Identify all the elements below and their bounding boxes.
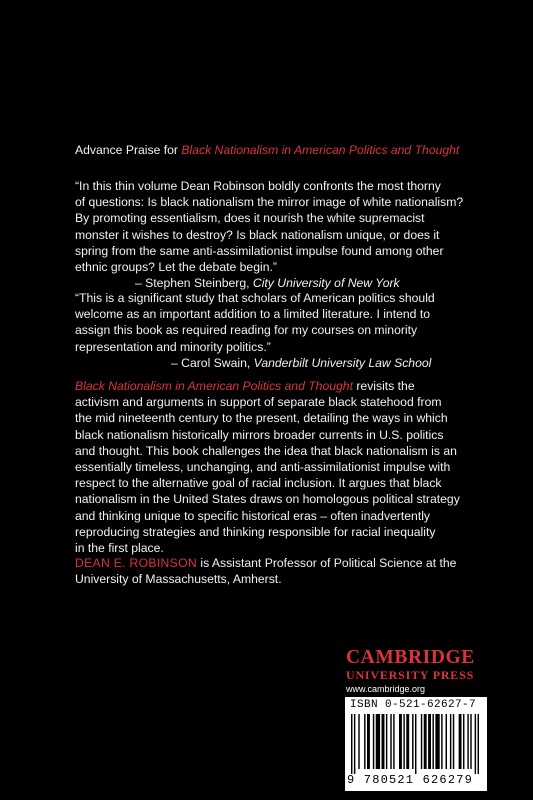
barcode-bar (393, 714, 394, 769)
quote-line: By promoting essentialism, does it nourish the white supremacist (75, 211, 425, 226)
quote-line: “In this thin volume Dean Robinson boldly confronts the most thorny (75, 179, 441, 193)
author-name: DEAN E. ROBINSON (75, 556, 197, 570)
description-line: in the first place. (75, 541, 164, 556)
isbn-text: ISBN 0-521-62627-7 (350, 699, 477, 711)
description-line: essentially timeless, unchanging, and anti-assimilationist impulse with (75, 460, 451, 475)
quote-steinberg (75, 178, 485, 291)
attribution-affiliation: Vanderbilt University Law School (253, 355, 432, 370)
description-line: and thought. This book challenges the idea that black nationalism is an (75, 443, 457, 458)
barcode-bar (364, 714, 365, 769)
description-line (75, 378, 485, 394)
quote-attribution (75, 355, 485, 371)
description-line: nationalism in the United States draws on homologous political strategy (75, 492, 460, 507)
attribution-name: – Carol Swain, (171, 355, 254, 370)
description-line: and thinking unique to specific historical eras – often inadvertently (75, 508, 431, 523)
cambridge-logo (346, 648, 476, 694)
barcode-bar (478, 714, 479, 774)
barcode-bar (463, 714, 464, 769)
quote-line: assign this book as required reading for my courses on minority (75, 323, 418, 338)
barcode-bar (373, 714, 374, 769)
quote-attribution (75, 275, 485, 291)
barcode-bar (453, 714, 454, 769)
barcode-bars-icon (351, 714, 479, 774)
quote-line: “This is a significant study that scholars of American politics should (75, 291, 435, 305)
description-title: Black Nationalism in American Politics and Thought (75, 379, 353, 393)
attribution-affiliation: City University of New York (252, 276, 400, 291)
barcode-bar (475, 714, 476, 774)
barcode-bar (424, 714, 427, 769)
barcode-bar (467, 714, 468, 769)
barcode-bar (470, 714, 471, 769)
description-line: the mid nineteenth century to the present, detailing the ways in which (75, 411, 448, 426)
barcode-bar (441, 714, 442, 769)
barcode-bar (376, 714, 380, 769)
quote-line: welcome as an important addition to a limited literature. I intend to (75, 307, 430, 322)
advance-praise-heading (75, 142, 485, 158)
barcode-bar (459, 714, 462, 769)
attribution-name: – Stephen Steinberg, (135, 276, 253, 291)
barcode-bar (428, 714, 431, 769)
description-line: reproducing strategies and thinking responsible for racial inequality (75, 524, 436, 539)
barcode-bar (399, 714, 402, 769)
quote-swain (75, 290, 485, 371)
barcode-bar (435, 714, 439, 769)
praise-book-title: Black Nationalism in American Politics and Thought (181, 143, 460, 157)
barcode-bar (382, 714, 385, 769)
barcode-bar (367, 714, 370, 769)
barcode-bar (386, 714, 387, 769)
quote-line: representation and minority politics.” (75, 339, 271, 354)
barcode-bar (406, 714, 409, 769)
description-line: activism and arguments in support of separate black statehood from (75, 395, 442, 410)
description-line: respect to the alternative goal of racial inclusion. It argues that black (75, 476, 442, 491)
barcode-bar (403, 714, 404, 769)
barcode-bar (354, 714, 355, 774)
ean-digits: 9 780521 626279 (347, 773, 474, 787)
isbn-barcode (345, 697, 487, 791)
quote-line: ethnic groups? Let the debate begin.” (75, 260, 277, 275)
description-line: black nationalism historically mirrors broader currents in U.S. politics (75, 427, 444, 442)
barcode-bar (412, 714, 413, 769)
publisher-subname: UNIVERSITY PRESS (346, 668, 475, 682)
publisher-name: CAMBRIDGE (346, 647, 475, 668)
quote-line: monster it wishes to destroy? Is black nationalism unique, or does it (75, 227, 440, 242)
praise-prefix: Advance Praise for (75, 143, 182, 157)
barcode-bar (390, 714, 391, 769)
publisher-url: www.cambridge.org (346, 684, 426, 694)
barcode-bar (351, 714, 352, 774)
barcode-bar (415, 714, 416, 774)
barcode-bar (358, 714, 359, 769)
book-description (75, 378, 485, 556)
author-line (75, 555, 485, 571)
barcode-bar (421, 714, 422, 769)
barcode-bar (450, 714, 451, 769)
barcode-bar (432, 714, 433, 769)
author-line: University of Massachusetts, Amherst. (75, 572, 282, 587)
author-line1-rest: is Assistant Professor of Political Science at the (196, 556, 457, 570)
quote-line: of questions: Is black nationalism the mirror image of white nationalism? (75, 195, 464, 210)
description-first-rest: revisits the (352, 379, 415, 393)
barcode-bar (446, 714, 447, 769)
quote-line: spring from the same anti-assimilationist impulse found among other (75, 243, 444, 258)
author-bio (75, 555, 485, 587)
